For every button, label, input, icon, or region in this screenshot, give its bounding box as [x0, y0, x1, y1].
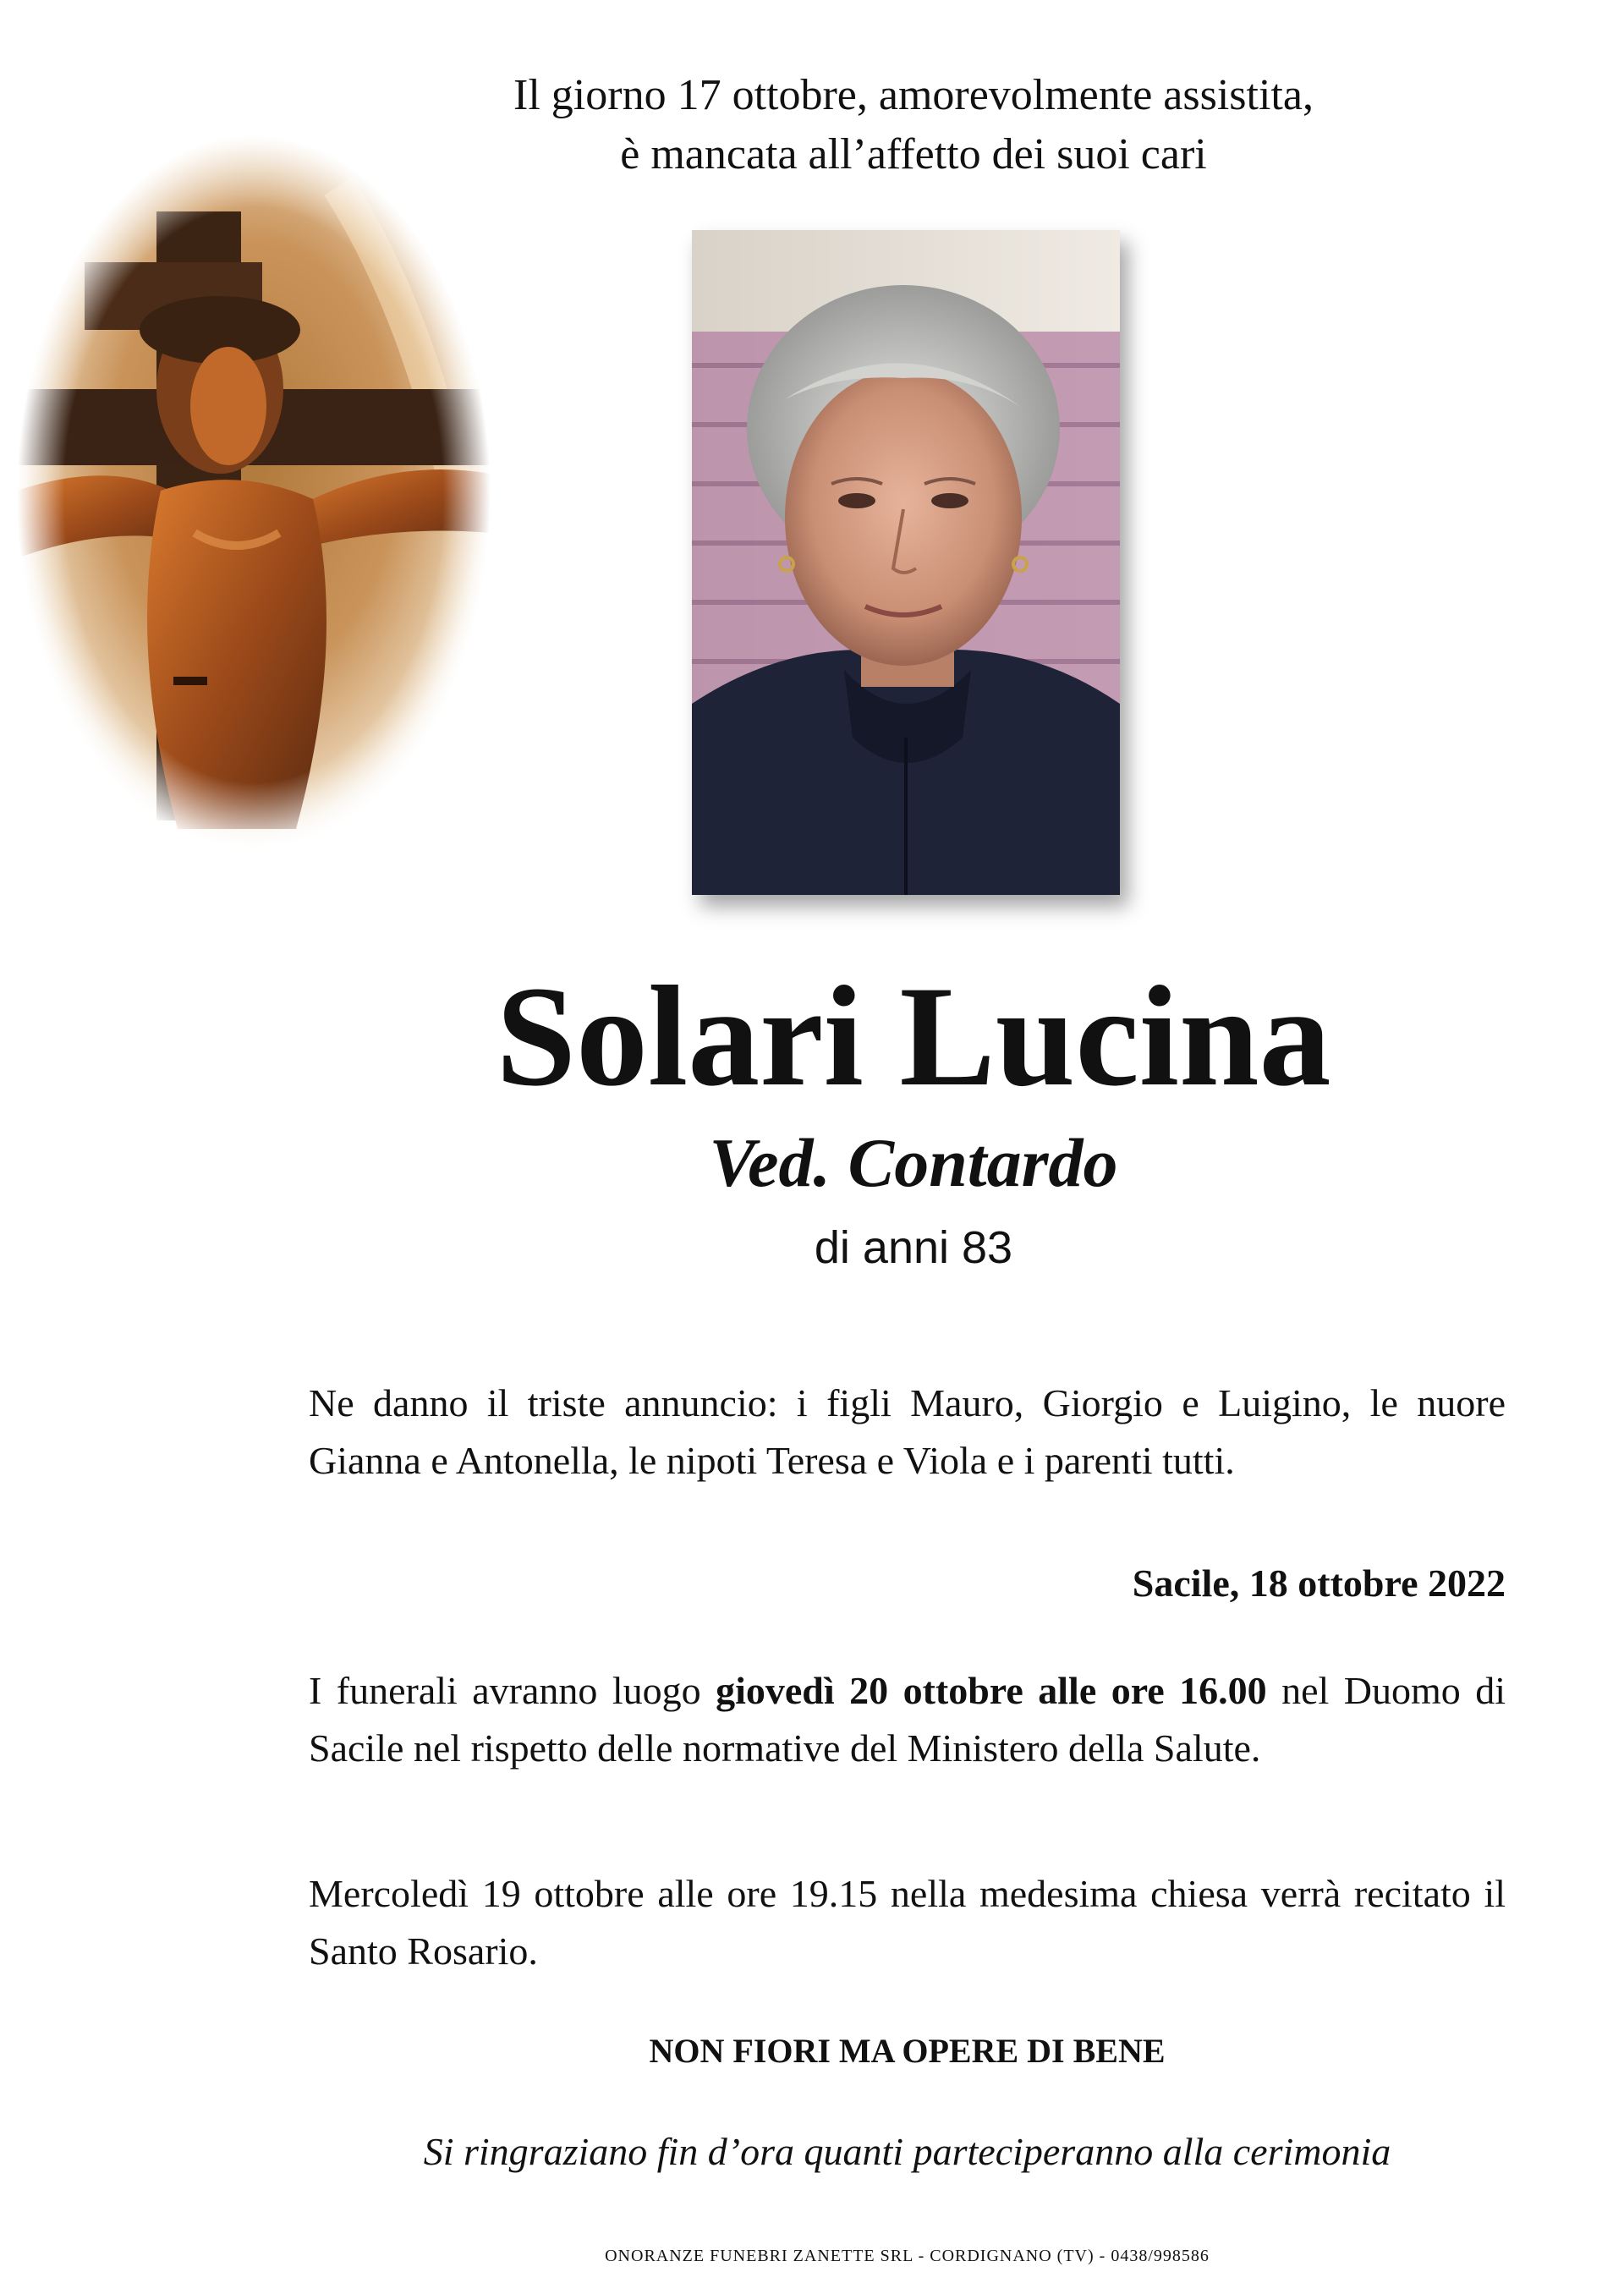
widow-of: Ved. Contardo — [709, 1124, 1118, 1201]
funeral-text-before: I funerali avranno luogo — [309, 1669, 716, 1712]
intro-line-2: è mancata all’affetto dei suoi cari — [620, 130, 1207, 178]
rosary-text: Mercoledì 19 ottobre alle ore 19.15 nella medesima chiesa verrà recitato il Santo Rosario. — [309, 1872, 1506, 1973]
no-flowers-note: NON FIORI MA OPERE DI BENE — [649, 2032, 1166, 2070]
funeral-text — [309, 1662, 1506, 1777]
deceased-name: Solari Lucina — [496, 957, 1331, 1116]
portrait-photo — [692, 230, 1120, 895]
place-date: Sacile, 18 ottobre 2022 — [1132, 1561, 1506, 1605]
funeral-date-time: giovedì 20 ottobre alle ore 16.00 — [716, 1669, 1267, 1712]
thanks-text: Si ringraziano fin d’ora quanti parteciperanno alla cerimonia — [423, 2130, 1391, 2173]
age: di anni 83 — [814, 1222, 1013, 1273]
funeral-home-footer: ONORANZE FUNEBRI ZANETTE SRL - CORDIGNANO (TV) - 0438/998586 — [605, 2247, 1210, 2265]
announcement-text: Ne danno il triste annuncio: i figli Mauro, Giorgio e Luigino, le nuore Gianna e Antonella, le nipoti Teresa e Viola e i parenti tutti. — [309, 1381, 1506, 1482]
funeral-text-after: nel Duomo di Sacile nel rispetto delle normative del Ministero della Salute. — [309, 1669, 1506, 1770]
intro-text — [406, 66, 1421, 184]
crucifix-image — [17, 135, 491, 854]
intro-line-1: Il giorno 17 ottobre, amorevolmente assistita, — [513, 71, 1314, 119]
